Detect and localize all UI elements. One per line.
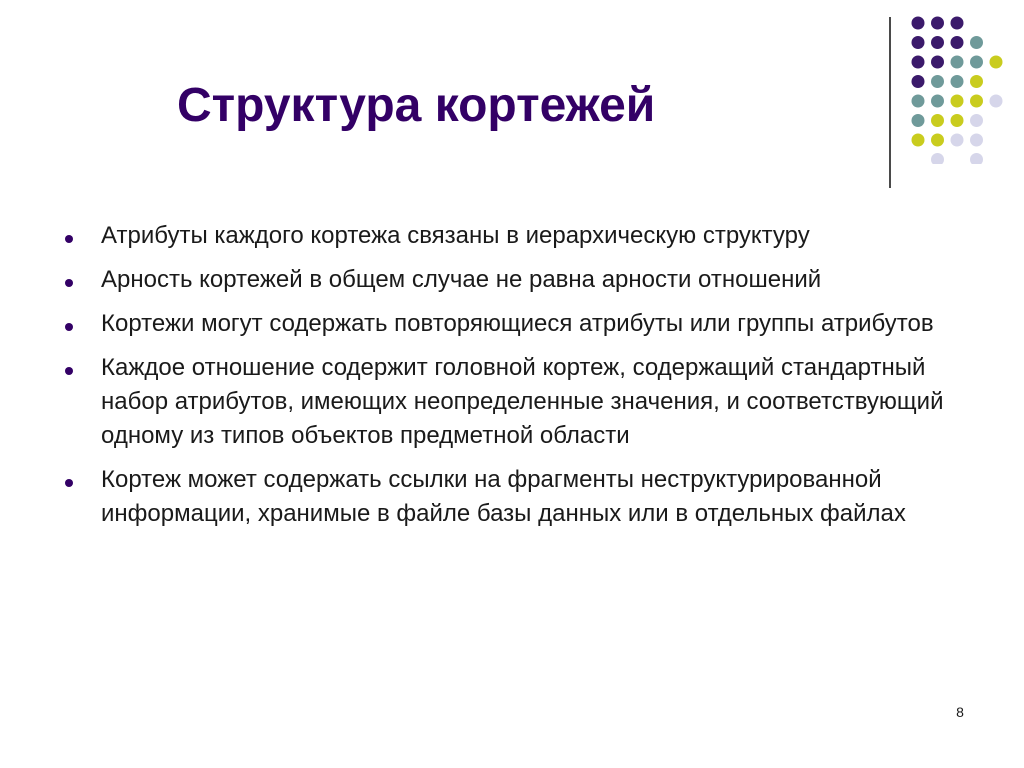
vertical-divider [889,17,891,188]
decorative-dot [951,75,964,88]
decorative-dot [931,75,944,88]
bullet-text: Каждое отношение содержит головной кортеж, содержащий стандартный набор атрибутов, имеющих неопределенные значения, и соответствующий одному из типов объектов предметной области [101,354,944,449]
bullet-text: Кортежи могут содержать повторяющиеся атрибуты или группы атрибутов [101,310,934,337]
decorative-dot-grid [908,14,1004,164]
decorative-dot [931,36,944,49]
decorative-dot [970,114,983,127]
decorative-dot [970,56,983,69]
decorative-dot [951,95,964,108]
decorative-dot [990,56,1003,69]
bullet-dot-icon [65,323,73,331]
decorative-dot [931,17,944,30]
decorative-dot [951,134,964,147]
decorative-dot [970,75,983,88]
decorative-dot [931,134,944,147]
page-number: 8 [956,704,964,720]
decorative-dot [912,114,925,127]
decorative-dot [931,153,944,164]
decorative-dot [912,56,925,69]
decorative-dot [912,75,925,88]
decorative-dot [951,36,964,49]
bullet-text: Атрибуты каждого кортежа связаны в иерархическую структуру [101,222,810,249]
bullet-item [61,263,961,297]
decorative-dot [970,134,983,147]
bullet-item [61,463,961,531]
bullet-item [61,351,961,453]
decorative-dot [951,17,964,30]
decorative-dot [970,153,983,164]
decorative-dot [951,114,964,127]
bullet-list [61,219,961,541]
decorative-dot [912,134,925,147]
bullet-dot-icon [65,279,73,287]
decorative-dot [931,56,944,69]
bullet-item [61,307,961,341]
decorative-dot [970,36,983,49]
bullet-text: Кортеж может содержать ссылки на фрагменты неструктурированной информации, хранимые в файле базы данных или в отдельных файлах [101,466,906,527]
bullet-dot-icon [65,235,73,243]
decorative-dot [931,114,944,127]
decorative-dot [912,36,925,49]
bullet-text: Арность кортежей в общем случае не равна арности отношений [101,266,822,293]
bullet-dot-icon [65,479,73,487]
decorative-dot [912,17,925,30]
bullet-item [61,219,961,253]
decorative-dot [990,95,1003,108]
decorative-dot [951,56,964,69]
slide-title: Структура кортежей [177,79,656,132]
decorative-dot [931,95,944,108]
decorative-dot [970,95,983,108]
bullet-dot-icon [65,367,73,375]
decorative-dot [912,95,925,108]
